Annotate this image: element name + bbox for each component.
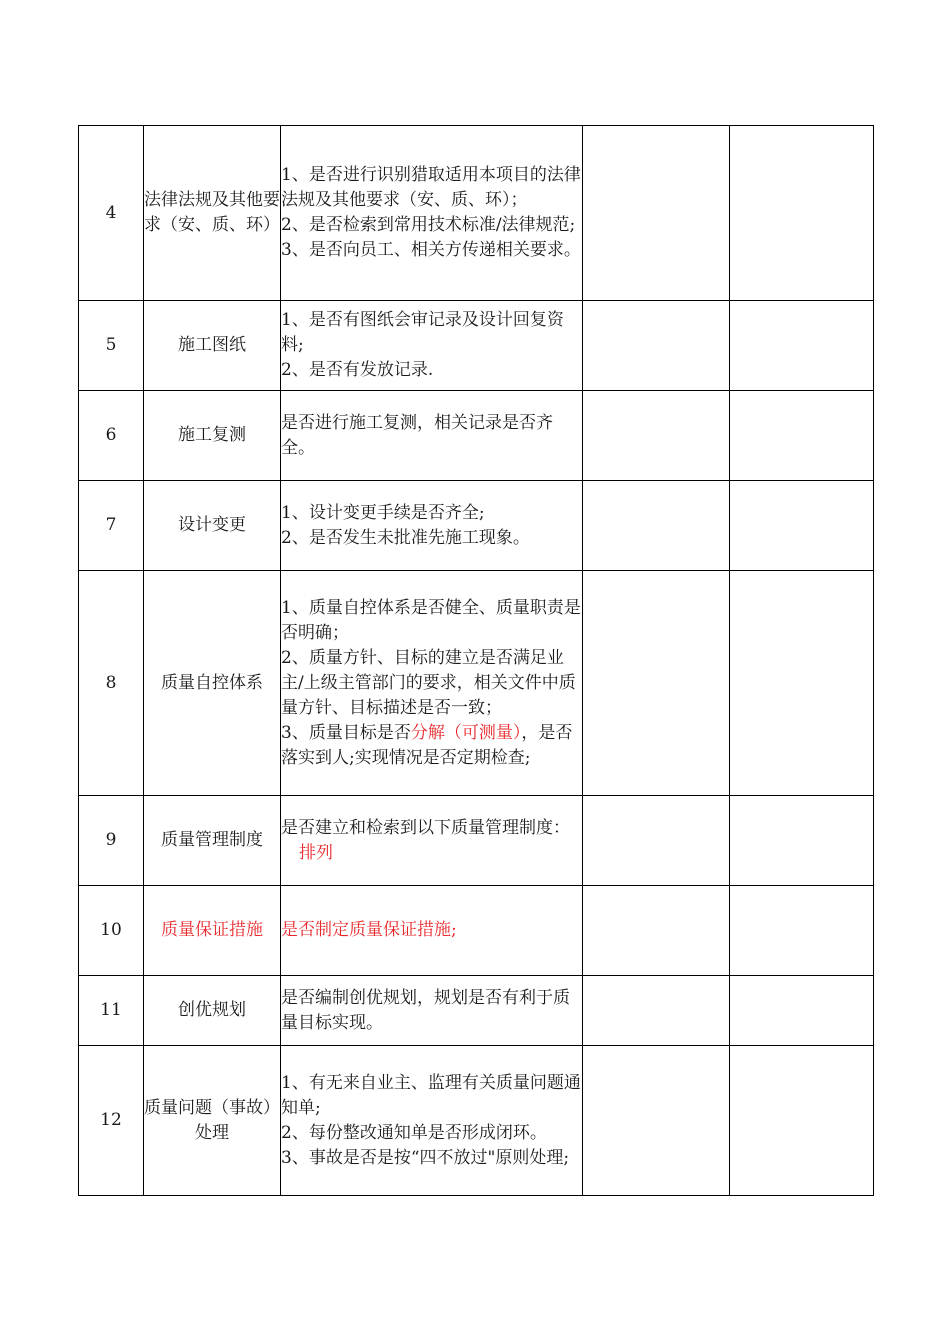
highlighted-text: 分解（可测量） (410, 722, 522, 743)
blank-cell (583, 886, 730, 976)
blank-cell (730, 126, 874, 301)
row-number: 4 (79, 126, 144, 301)
content-line: 1、设计变更手续是否齐全; (281, 502, 485, 523)
blank-cell (730, 391, 874, 481)
content-line: 1、有无来自业主、监理有关质量问题通知单; (281, 1072, 581, 1118)
blank-cell (583, 1046, 730, 1196)
check-item: 质量管理制度 (144, 796, 281, 886)
highlighted-text: 排列 (299, 842, 333, 863)
check-content (281, 301, 583, 391)
blank-cell (583, 481, 730, 571)
table-row (79, 1046, 874, 1196)
table-row (79, 301, 874, 391)
check-content: 是否制定质量保证措施; (281, 886, 583, 976)
table-row (79, 481, 874, 571)
row-number: 11 (79, 976, 144, 1046)
content-line: 1、是否进行识别猎取适用本项目的法律法规及其他要求（安、质、环）； (281, 165, 581, 210)
content-line: 是否进行施工复测，相关记录是否齐全。 (281, 412, 553, 458)
check-content (281, 481, 583, 571)
blank-cell (730, 481, 874, 571)
blank-cell (730, 976, 874, 1046)
blank-cell (583, 571, 730, 796)
content-line: 是否建立和检索到以下质量管理制度： (281, 817, 570, 838)
check-item: 施工复测 (144, 391, 281, 481)
row-number: 6 (79, 391, 144, 481)
row-number: 12 (79, 1046, 144, 1196)
check-content (281, 976, 583, 1046)
content-line: 3、事故是否是按“四不放过"原则处理; (281, 1147, 570, 1168)
blank-cell (730, 571, 874, 796)
blank-cell (730, 796, 874, 886)
check-content (281, 126, 583, 301)
content-line: 3、是否向员工、相关方传递相关要求。 (281, 240, 581, 260)
blank-cell (730, 301, 874, 391)
table-row (79, 571, 874, 796)
blank-cell (583, 391, 730, 481)
content-text: ，是否落实到人;实现情况是否定期检查; (281, 722, 573, 768)
row-number: 8 (79, 571, 144, 796)
content-line: 是否编制创优规划，规划是否有利于质量目标实现。 (281, 987, 570, 1033)
table-row (79, 796, 874, 886)
check-item: 质量自控体系 (144, 571, 281, 796)
content-line: 2、每份整改通知单是否形成闭环。 (281, 1122, 547, 1143)
table-row (79, 976, 874, 1046)
table-row (79, 886, 874, 976)
row-number: 5 (79, 301, 144, 391)
check-item: 质量问题（事故）处理 (144, 1046, 281, 1196)
content-line: 2、是否检索到常用技术标准/法律规范; (281, 215, 576, 235)
content-line: 2、是否发生未批准先施工现象。 (281, 527, 530, 548)
blank-cell (730, 1046, 874, 1196)
content-line: 1、质量自控体系是否健全、质量职责是否明确； (281, 597, 581, 643)
row-number: 10 (79, 886, 144, 976)
content-text: 3、质量目标是否 (281, 722, 411, 743)
blank-cell (583, 126, 730, 301)
content-line: 2、是否有发放记录. (281, 360, 434, 380)
check-item: 创优规划 (144, 976, 281, 1046)
table-row (79, 391, 874, 481)
table-row (79, 126, 874, 301)
content-line: 2、质量方针、目标的建立是否满足业主/上级主管部门的要求，相关文件中质量方针、目标描述是否一致； (281, 647, 576, 718)
row-number: 9 (79, 796, 144, 886)
check-item: 质量保证措施 (144, 886, 281, 976)
check-content (281, 796, 583, 886)
blank-cell (583, 301, 730, 391)
blank-cell (730, 886, 874, 976)
check-item: 设计变更 (144, 481, 281, 571)
check-item: 法律法规及其他要求（安、质、环） (144, 126, 281, 301)
check-item: 施工图纸 (144, 301, 281, 391)
row-number: 7 (79, 481, 144, 571)
content-line (281, 721, 582, 771)
blank-cell (583, 796, 730, 886)
check-content (281, 571, 583, 796)
content-line: 1、是否有图纸会审记录及设计回复资料; (281, 310, 564, 355)
inspection-table (78, 125, 874, 1196)
check-content (281, 1046, 583, 1196)
blank-cell (583, 976, 730, 1046)
check-content (281, 391, 583, 481)
